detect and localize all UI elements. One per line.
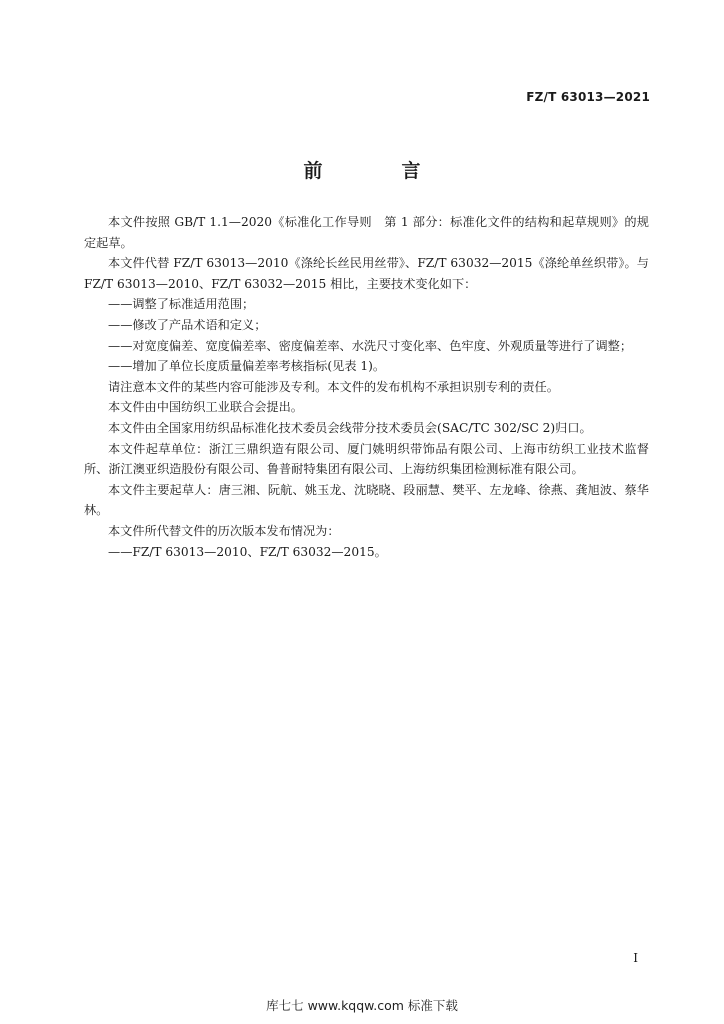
version-item: ——FZ/T 63013—2010、FZ/T 63032—2015。 [108, 544, 387, 559]
paragraph-committee: 本文件由全国家用纺织品标准化技术委员会线带分技术委员会(SAC/TC 302/SC 2)归口。 [108, 420, 592, 435]
change-item: ——增加了单位长度质量偏差率考核指标(见表 1)。 [108, 359, 386, 374]
paragraph-version-history: 本文件所代替文件的历次版本发布情况为： [108, 523, 340, 538]
paragraph-patent-notice: 请注意本文件的某些内容可能涉及专利。本文件的发布机构不承担识别专利的责任。 [108, 379, 559, 394]
footer-watermark: 库七七 www.kqqw.com 标准下载 [266, 998, 458, 1013]
change-item: ——修改了产品术语和定义； [108, 317, 267, 332]
paragraph-proposer: 本文件由中国纺织工业联合会提出。 [108, 400, 303, 415]
change-item: ——对宽度偏差、宽度偏差率、密度偏差率、水洗尺寸变化率、色牢度、外观质量等进行了调整； [108, 338, 633, 353]
page-title: 前 言 [303, 160, 451, 182]
foreword-body [84, 212, 649, 562]
paragraph-drafters: 本文件主要起草人：唐三湘、阮航、姚玉龙、沈晓晓、段丽慧、樊平、左龙峰、徐燕、龚旭波、蔡华林。 [84, 482, 649, 518]
page-number: I [633, 951, 638, 965]
paragraph-replacement: 本文件代替 FZ/T 63013—2010《涤纶长丝民用丝带》、FZ/T 63032—2015《涤纶单丝织带》。与 FZ/T 63013—2010、FZ/T 63032—2015 相比，主要技术变化如下： [84, 256, 649, 291]
standard-code: FZ/T 63013—2021 [526, 90, 650, 104]
paragraph-drafting-units: 本文件起草单位：浙江三鼎织造有限公司、厦门姚明织带饰品有限公司、上海市纺织工业技术监督所、浙江澳亚织造股份有限公司、鲁普耐特集团有限公司、上海纺织集团检测标准有限公司。 [84, 441, 649, 477]
change-item: ——调整了标准适用范围； [108, 297, 255, 312]
paragraph-drafting-rule: 本文件按照 GB/T 1.1—2020《标准化工作导则 第 1 部分：标准化文件的结构和起草规则》的规定起草。 [84, 215, 649, 250]
